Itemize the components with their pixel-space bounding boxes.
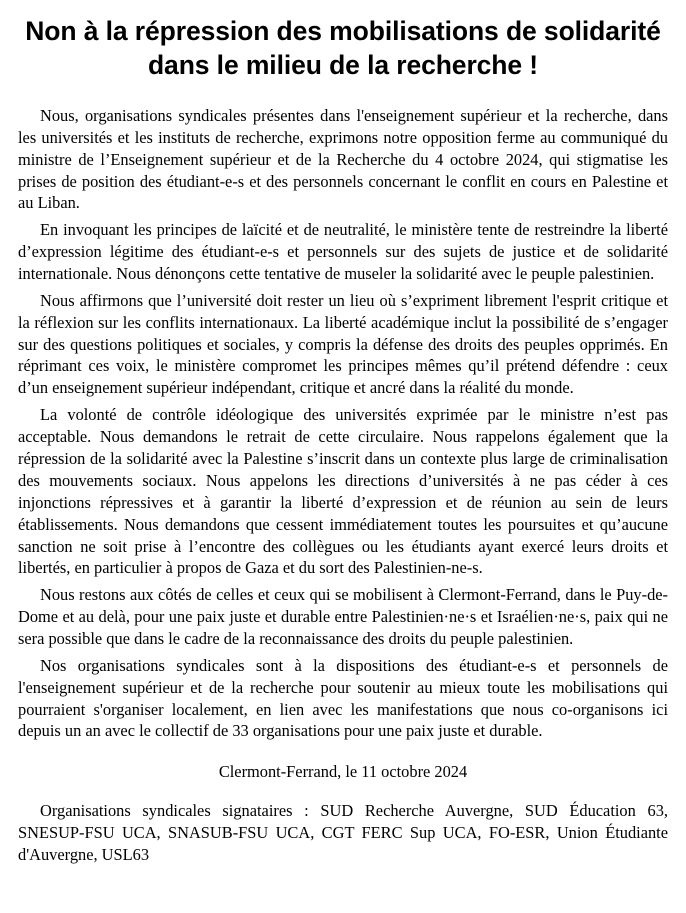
paragraph-5: Nous restons aux côtés de celles et ceux qui se mobilisent à Clermont-Ferrand, dans le Puy-de-Dome et au delà, pour une paix juste et durable entre Palestinien·ne·s et Israélien·ne·s, paix qui ne sera possible que dans le cadre de la reconnaissance des droits du peuple palestinien. bbox=[18, 585, 668, 648]
place-and-date: Clermont-Ferrand, le 11 octobre 2024 bbox=[218, 762, 468, 782]
page-title: Non à la répression des mobilisations de solidarité dans le milieu de la recherche ! bbox=[25, 16, 661, 81]
document-body bbox=[18, 105, 668, 742]
signatories-list: Organisations syndicales signataires : SUD Recherche Auvergne, SUD Éducation 63, SNESUP-FSU UCA, SNASUB-FSU UCA, CGT FERC Sup UCA, FO-ESR, Union Étudiante d'Auvergne, USL63 bbox=[18, 801, 668, 865]
paragraph-6: Nos organisations syndicales sont à la dispositions des étudiant-e-s et personnels de l'enseignement supérieur et de la recherche pour soutenir au mieux toute les mobilisations qui pourraient s'organiser localement, en lien avec les manifestations que nous co-organisons ici depuis un an avec le collectif de 33 organisations pour une paix juste et durable. bbox=[18, 655, 668, 741]
paragraph-1: Nous, organisations syndicales présentes dans l'enseignement supérieur et la recherche, dans les universités et les instituts de recherche, exprimons notre opposition ferme au communiqué du ministre de l’Enseignement supérieur et de la Recherche du 4 octobre 2024, qui stigmatise les prises de position des étudiant-e-s et des personnels concernant le conflit en cours en Palestine et au Liban. bbox=[18, 105, 668, 213]
paragraph-3: Nous affirmons que l’université doit rester un lieu où s’expriment librement l'esprit critique et la réflexion sur les conflits internationaux. La liberté académique inclut la possibilité de s’engager sur des questions politiques et sociales, y compris la défense des droits des peuples opprimés. En réprimant ces voix, le ministère compromet les principes mêmes qu’il prétend défendre : ceux d’un enseignement supérieur indépendant, critique et ancré dans la réalité du monde. bbox=[18, 290, 668, 398]
paragraph-2: En invoquant les principes de laïcité et de neutralité, le ministère tente de restreindre la liberté d’expression légitime des étudiant-e-s et personnels sur des sujets de justice et de solidarité internationale. Nous dénonçons cette tentative de museler la solidarité avec le peuple palestinien. bbox=[18, 220, 668, 284]
paragraph-4: La volonté de contrôle idéologique des universités exprimée par le ministre n’est pas acceptable. Nous demandons le retrait de cette circulaire. Nous rappelons également que la répression de la solidarité avec la Palestine s’inscrit dans un contexte plus large de criminalisation des mouvements sociaux. Nous appelons les directions d’universités à ne pas céder à ces injonctions répressives et à garantir la liberté d’expression et de réunion au sein de leurs établissements. Nous demandons que cessent immédiatement toutes les poursuites et qu’aucune sanction ne soit prise à l’encontre des collègues ou les étudiants ayant exercé leurs droits et libertés, en particulier à propos de Gaza et du sort des Palestinien-ne-s. bbox=[18, 405, 668, 578]
